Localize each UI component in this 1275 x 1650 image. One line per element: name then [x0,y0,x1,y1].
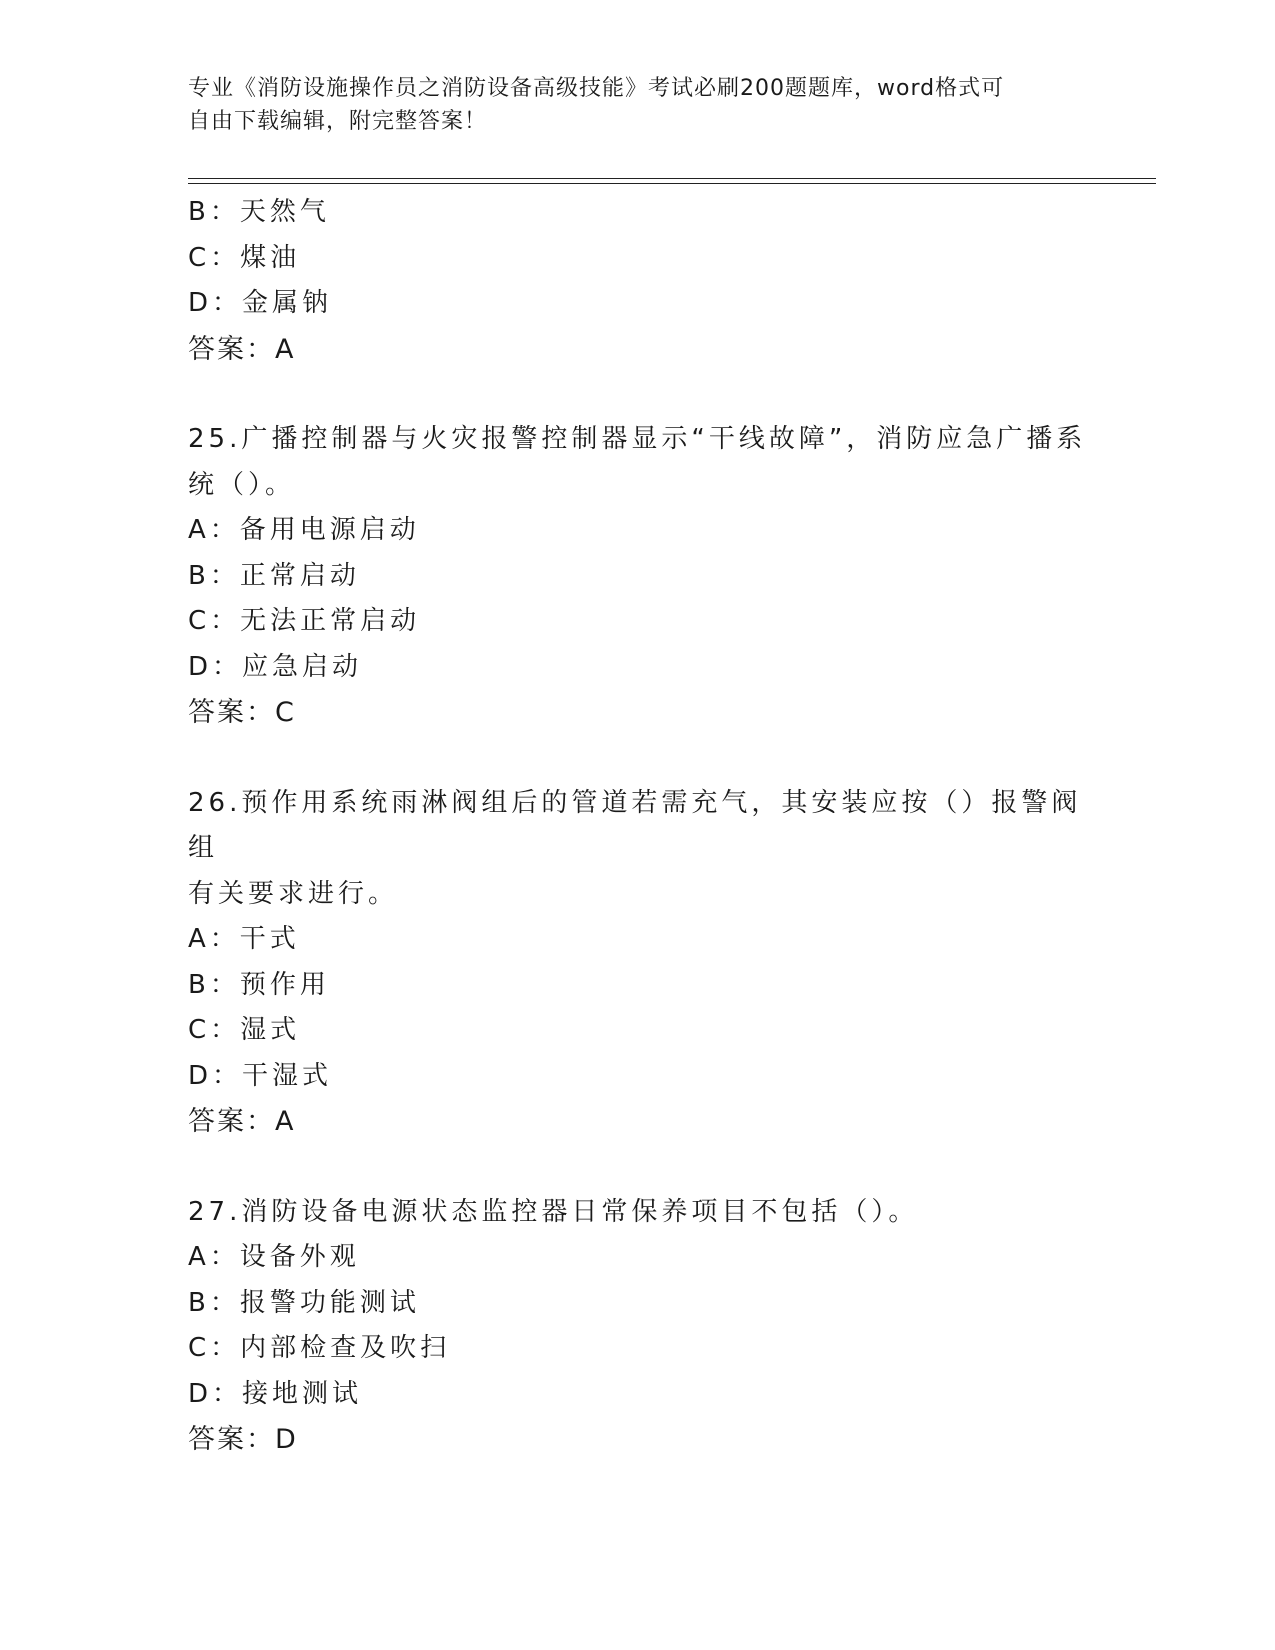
option-b: B：报警功能测试 [188,1287,420,1318]
question-text-line: 有关要求进行。 [188,878,399,909]
answer-line: 答案：D [188,1424,298,1455]
option-d: D：应急启动 [188,651,363,682]
option-c: C：内部检查及吹扫 [188,1333,451,1363]
option-b: B：正常启动 [188,560,360,591]
option-c: C：煤油 [188,242,301,273]
option-a: A：干式 [188,924,300,954]
header-line-1: 专业《消防设施操作员之消防设备高级技能》考试必刷200题题库，word格式可 [188,76,1005,101]
question-text-line: 统（）。 [188,469,296,500]
option-b: B：预作用 [188,969,330,1000]
option-d: D：金属钠 [188,288,333,318]
header-line-2: 自由下载编辑，附完整答案！ [188,109,488,134]
question-text-line: 25.广播控制器与火灾报警控制器显示“干线故障”，消防应急广播系 [188,424,1087,454]
header-divider-top [188,178,1156,179]
spacer [188,1145,1088,1190]
question-block-26 [188,781,1088,1145]
header-divider-bottom [188,183,1156,184]
answer-line: 答案：A [188,333,296,365]
answer-line: 答案：C [188,697,296,728]
question-text-line: 27.消防设备电源状态监控器日常保养项目不包括（）。 [188,1196,919,1227]
option-d: D：接地测试 [188,1378,363,1409]
option-b: B：天然气 [188,197,330,227]
option-c: C：无法正常启动 [188,606,421,636]
question-block-carryover [188,190,1088,372]
document-header [188,72,1068,138]
option-d: D：干湿式 [188,1060,333,1091]
question-list [188,190,1088,1463]
answer-line: 答案：A [188,1106,296,1137]
option-a: A：设备外观 [188,1242,360,1272]
spacer [188,372,1088,417]
question-block-27 [188,1190,1088,1463]
option-c: C：湿式 [188,1015,301,1045]
question-block-25 [188,417,1088,736]
question-text-line: 26.预作用系统雨淋阀组后的管道若需充气，其安装应按（）报警阀组 [188,787,1082,863]
option-a: A：备用电源启动 [188,515,420,545]
spacer [188,736,1088,781]
